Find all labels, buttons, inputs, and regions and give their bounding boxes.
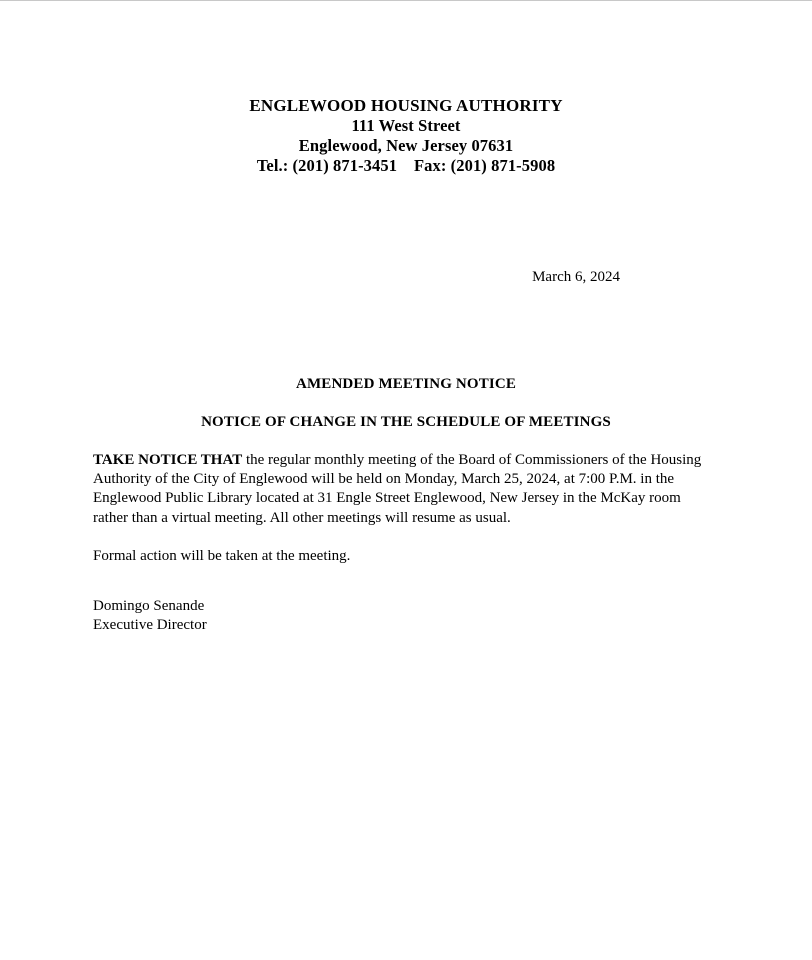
notice-body: [93, 451, 713, 566]
phone-fax-line: Tel.: (201) 871-3451 Fax: (201) 871-5908: [256, 156, 556, 175]
signatory-title: Executive Director: [93, 617, 207, 633]
notice-heading-primary: AMENDED MEETING NOTICE: [296, 376, 516, 392]
notice-heading-secondary: NOTICE OF CHANGE IN THE SCHEDULE OF MEETINGS: [201, 414, 611, 430]
city-state-zip: Englewood, New Jersey 07631: [298, 136, 514, 155]
formal-action-paragraph: Formal action will be taken at the meeting.: [93, 547, 351, 564]
notice-lead-in: TAKE NOTICE THAT: [93, 452, 243, 468]
letterhead: [0, 96, 812, 176]
letter-date: March 6, 2024: [532, 269, 620, 285]
notice-paragraph: [93, 451, 713, 528]
organization-name: ENGLEWOOD HOUSING AUTHORITY: [249, 96, 563, 115]
street-address: 111 West Street: [351, 116, 461, 135]
signatory-name: Domingo Senande: [93, 598, 205, 614]
notice-paragraph-text: the regular monthly meeting of the Board of Commissioners of the Housing Authority of the City of Englewood will be held on Monday, March 25, 2024, at 7:00 P.M. in the Englewood Public Library located at 31 Engle Street Englewood, New Jersey in the McKay room rather than a virtual meeting. All other meetings will resume as usual.: [93, 452, 702, 526]
page-top-edge-rule: [0, 0, 812, 1]
signature-block: [93, 597, 207, 635]
